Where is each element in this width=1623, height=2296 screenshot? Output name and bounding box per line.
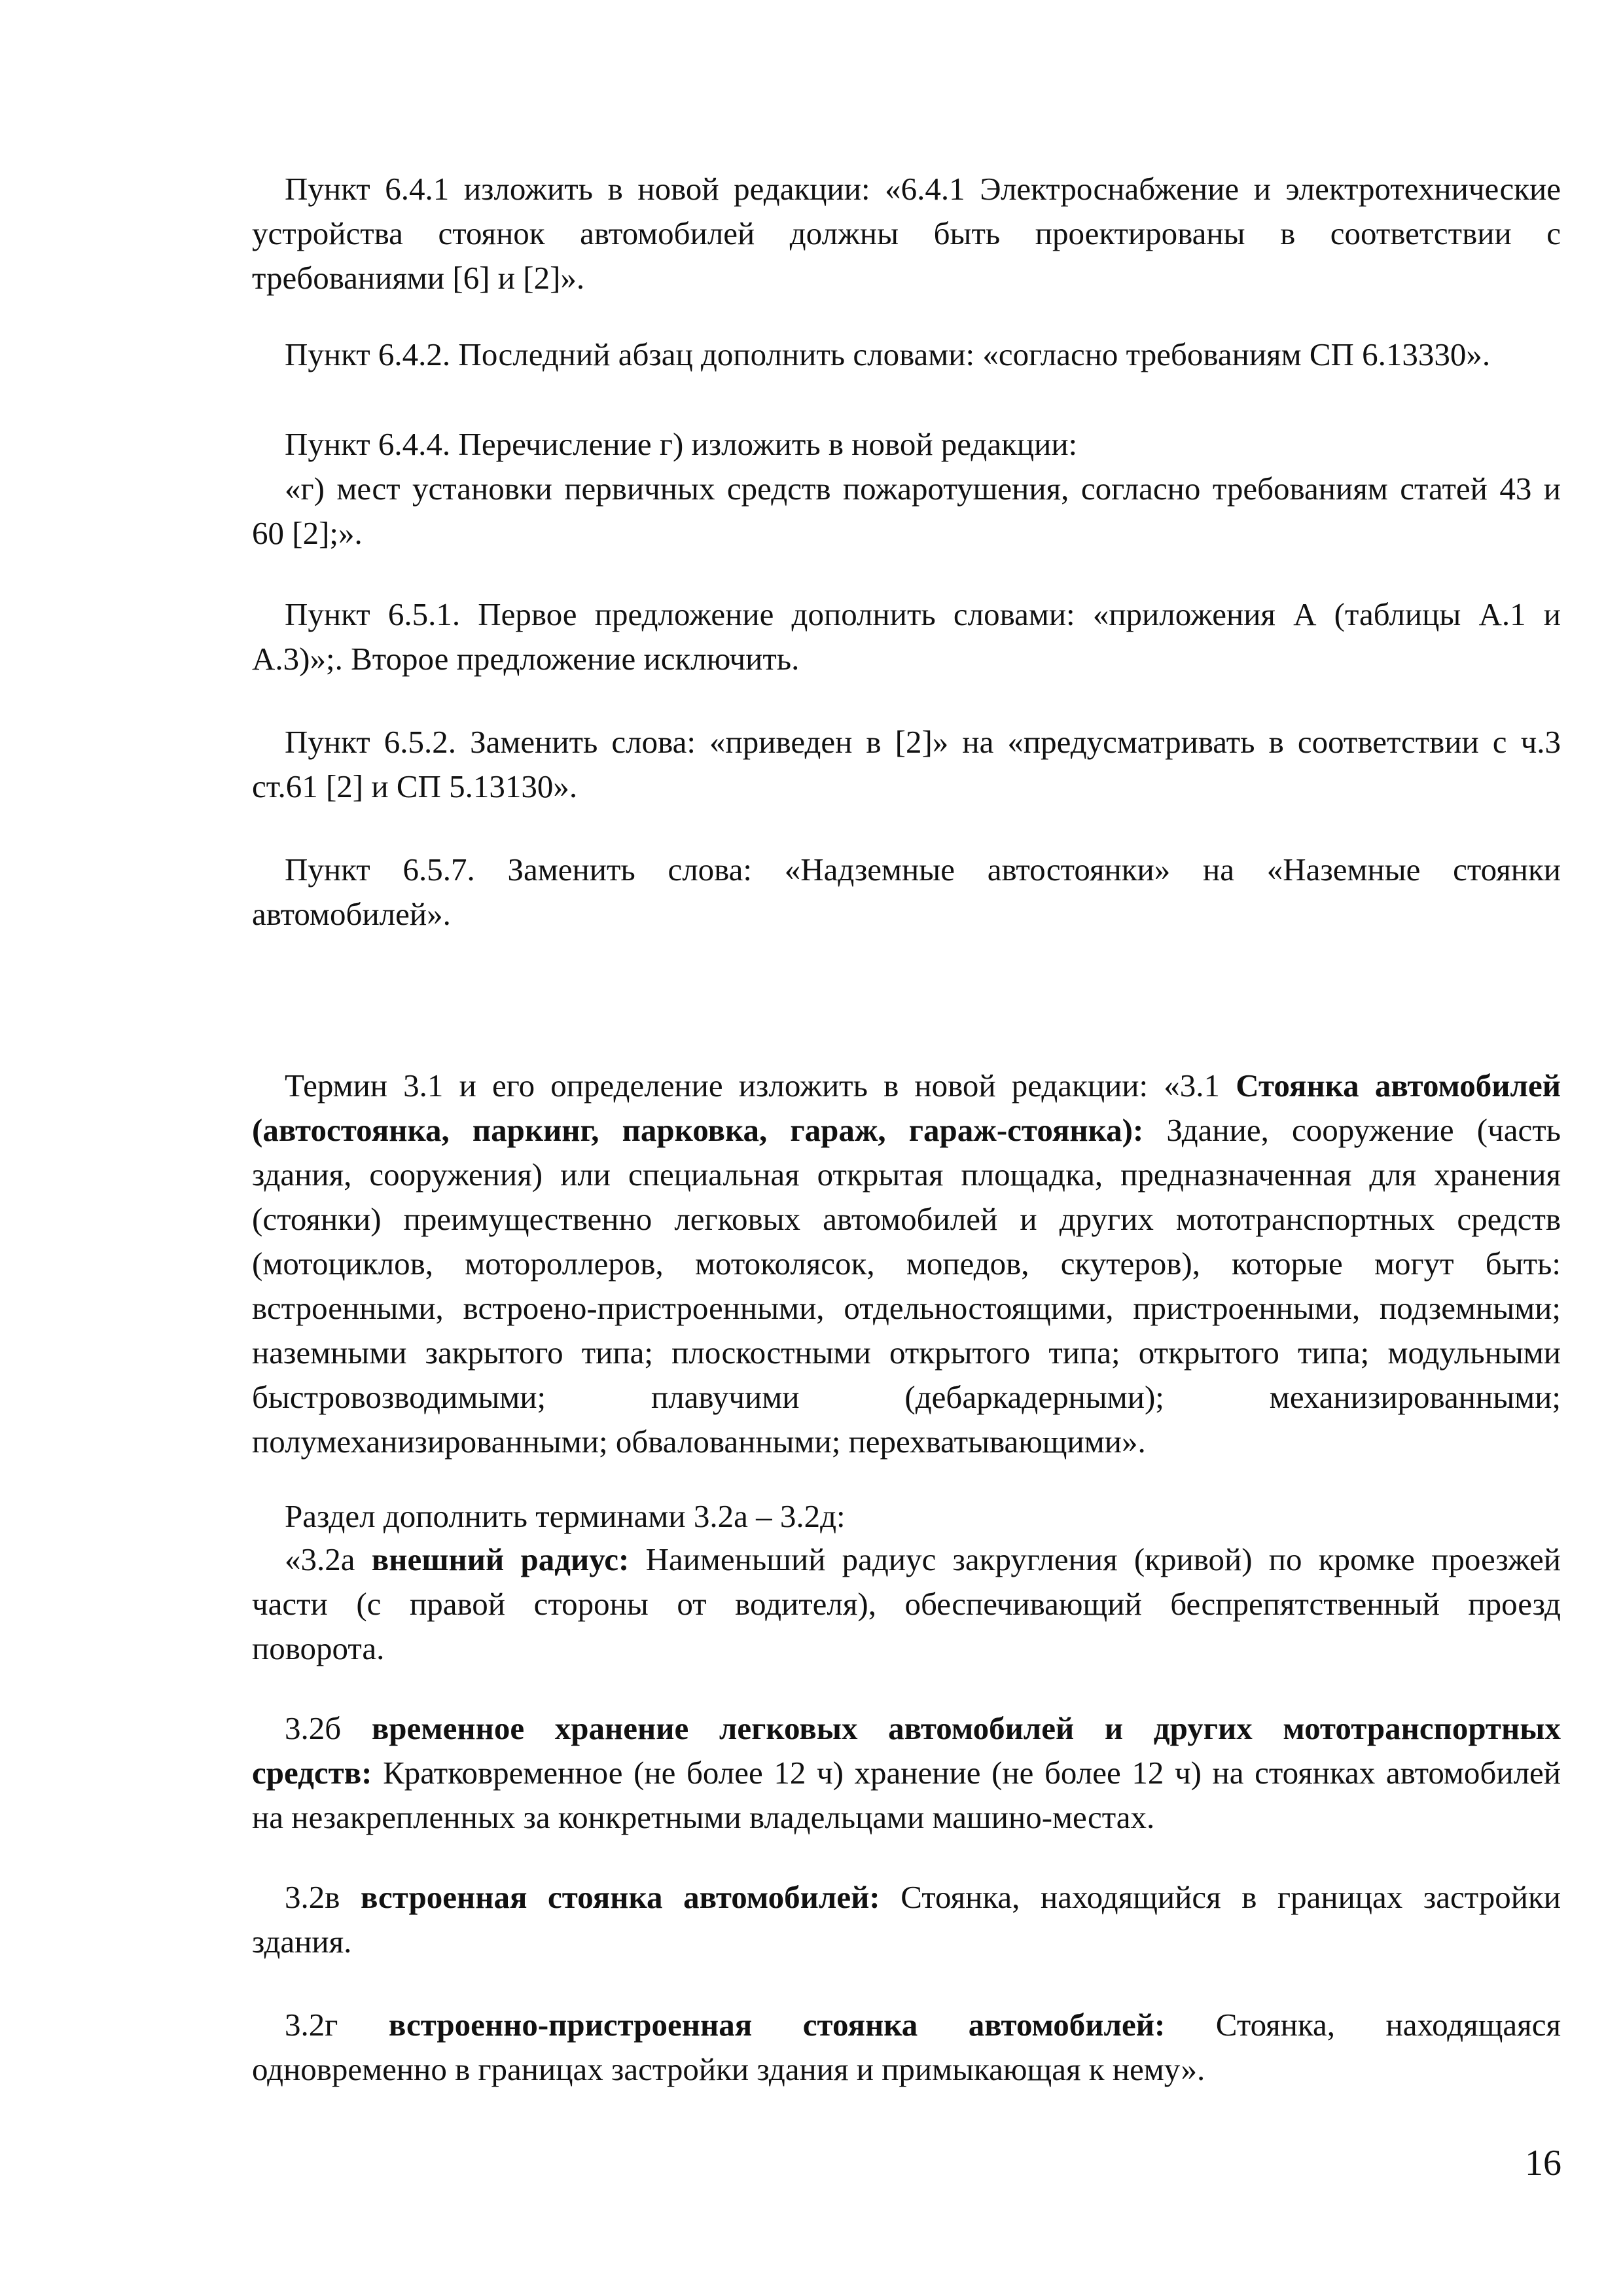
term-bold: средств:	[252, 1755, 372, 1791]
paragraph-term-3-2a	[252, 1537, 1561, 1671]
paragraph-term-3-2g	[252, 2003, 1561, 2092]
paragraph-6-4-4	[252, 422, 1561, 556]
term-bold: Стоянка автомобилей	[1236, 1067, 1561, 1103]
term-bold: встроенная стоянка автомобилей:	[361, 1879, 880, 1915]
text-line: ст.61 [2] и СП 5.13130».	[252, 768, 578, 804]
text-line: наземными закрытого типа; плоскостными открытого типа; открытого типа; модульными	[252, 1335, 1561, 1371]
text-line: здания, сооружения) или специальная открытая площадка, предназначенная для хранения	[252, 1157, 1561, 1193]
text-line: Пункт 6.4.4. Перечисление г) изложить в новой редакции:	[285, 426, 1078, 462]
text-line	[252, 1108, 1561, 1153]
text-line: «г) мест установки первичных средств пожаротушения, согласно требованиям статей 43 и	[285, 471, 1561, 507]
page-number: 16	[1525, 2143, 1561, 2183]
text-line: устройства стоянок автомобилей должны быть проектированы в соответствии с	[252, 215, 1561, 251]
text-line: одновременно в границах застройки здания и примыкающая к нему».	[252, 2051, 1205, 2087]
text-line: Пункт 6.4.1 изложить в новой редакции: «6.4.1 Электроснабжение и электротехнические	[285, 171, 1561, 207]
text-line: быстровозводимыми; плавучими (дебаркадерными); механизированными;	[252, 1379, 1561, 1415]
text-line: А.3)»;. Второе предложение исключить.	[252, 641, 800, 677]
text-line: Раздел дополнить терминами 3.2а – 3.2д:	[285, 1498, 846, 1534]
paragraph-section-add	[252, 1494, 1561, 1539]
text-line: автомобилей».	[252, 896, 451, 932]
paragraph-6-5-7	[252, 848, 1561, 937]
text-line: Пункт 6.5.2. Заменить слова: «приведен в [2]» на «предусматривать в соответствии с ч.3	[285, 724, 1561, 760]
text-line	[252, 1064, 1561, 1108]
text-run: Кратковременное (не более 12 ч) хранение (не более 12 ч) на стоянках автомобилей	[372, 1755, 1561, 1791]
text-line: Пункт 6.5.7. Заменить слова: «Надземные автостоянки» на «Наземные стоянки	[285, 852, 1561, 888]
text-line: полумеханизированными; обвалованными; перехватывающими».	[252, 1424, 1146, 1460]
text-line	[252, 1706, 1561, 1751]
text-line: на незакрепленных за конкретными владельцами машино-местах.	[252, 1799, 1155, 1835]
text-run: 3.2б	[285, 1710, 372, 1746]
text-line: встроенными, встроено-пристроенными, отдельностоящими, пристроенными, подземными;	[252, 1290, 1561, 1326]
text-run: Стоянка, находящийся в границах застройки	[880, 1879, 1561, 1915]
text-run: 3.2в	[285, 1879, 361, 1915]
text-line	[252, 1875, 1561, 1920]
text-line	[252, 1537, 1561, 1582]
text-run: Термин 3.1 и его определение изложить в новой редакции: «3.1	[285, 1067, 1236, 1103]
text-line: Пункт 6.5.1. Первое предложение дополнить словами: «приложения А (таблицы А.1 и	[285, 596, 1561, 632]
text-line: требованиями [6] и [2]».	[252, 260, 585, 296]
text-line: поворота.	[252, 1630, 385, 1666]
term-bold: встроенно-пристроенная стоянка автомобилей:	[388, 2007, 1166, 2043]
text-line: части (с правой стороны от водителя), обеспечивающий беспрепятственный проезд	[252, 1586, 1561, 1622]
text-line: Пункт 6.4.2. Последний абзац дополнить словами: «согласно требованиям СП 6.13330».	[285, 336, 1491, 372]
text-run: 3.2г	[285, 2007, 389, 2043]
text-line	[252, 1751, 1561, 1795]
text-run: Наименьший радиус закругления (кривой) по кромке проезжей	[629, 1541, 1561, 1577]
text-run: «3.2а	[285, 1541, 372, 1577]
paragraph-6-4-2	[252, 332, 1561, 377]
paragraph-6-5-1	[252, 592, 1561, 681]
text-run: Стоянка, находящаяся	[1165, 2007, 1561, 2043]
paragraph-term-3-2b	[252, 1706, 1561, 1840]
term-bold: внешний радиус:	[371, 1541, 630, 1577]
paragraph-6-4-1	[252, 167, 1561, 300]
paragraph-6-5-2	[252, 720, 1561, 809]
text-run: Здание, сооружение (часть	[1143, 1112, 1561, 1148]
text-line: здания.	[252, 1924, 352, 1960]
text-line	[252, 2003, 1561, 2047]
paragraph-term-3-1	[252, 1064, 1561, 1464]
text-line: (мотоциклов, мотороллеров, мотоколясок, мопедов, скутеров), которые могут быть:	[252, 1246, 1561, 1282]
text-line: 60 [2];».	[252, 515, 363, 551]
paragraph-term-3-2v	[252, 1875, 1561, 1964]
term-bold: (автостоянка, паркинг, парковка, гараж, гараж-стоянка):	[252, 1112, 1144, 1148]
text-line: (стоянки) преимущественно легковых автомобилей и других мототранспортных средств	[252, 1201, 1561, 1237]
term-bold: временное хранение легковых автомобилей и других мототранспортных	[371, 1710, 1561, 1746]
